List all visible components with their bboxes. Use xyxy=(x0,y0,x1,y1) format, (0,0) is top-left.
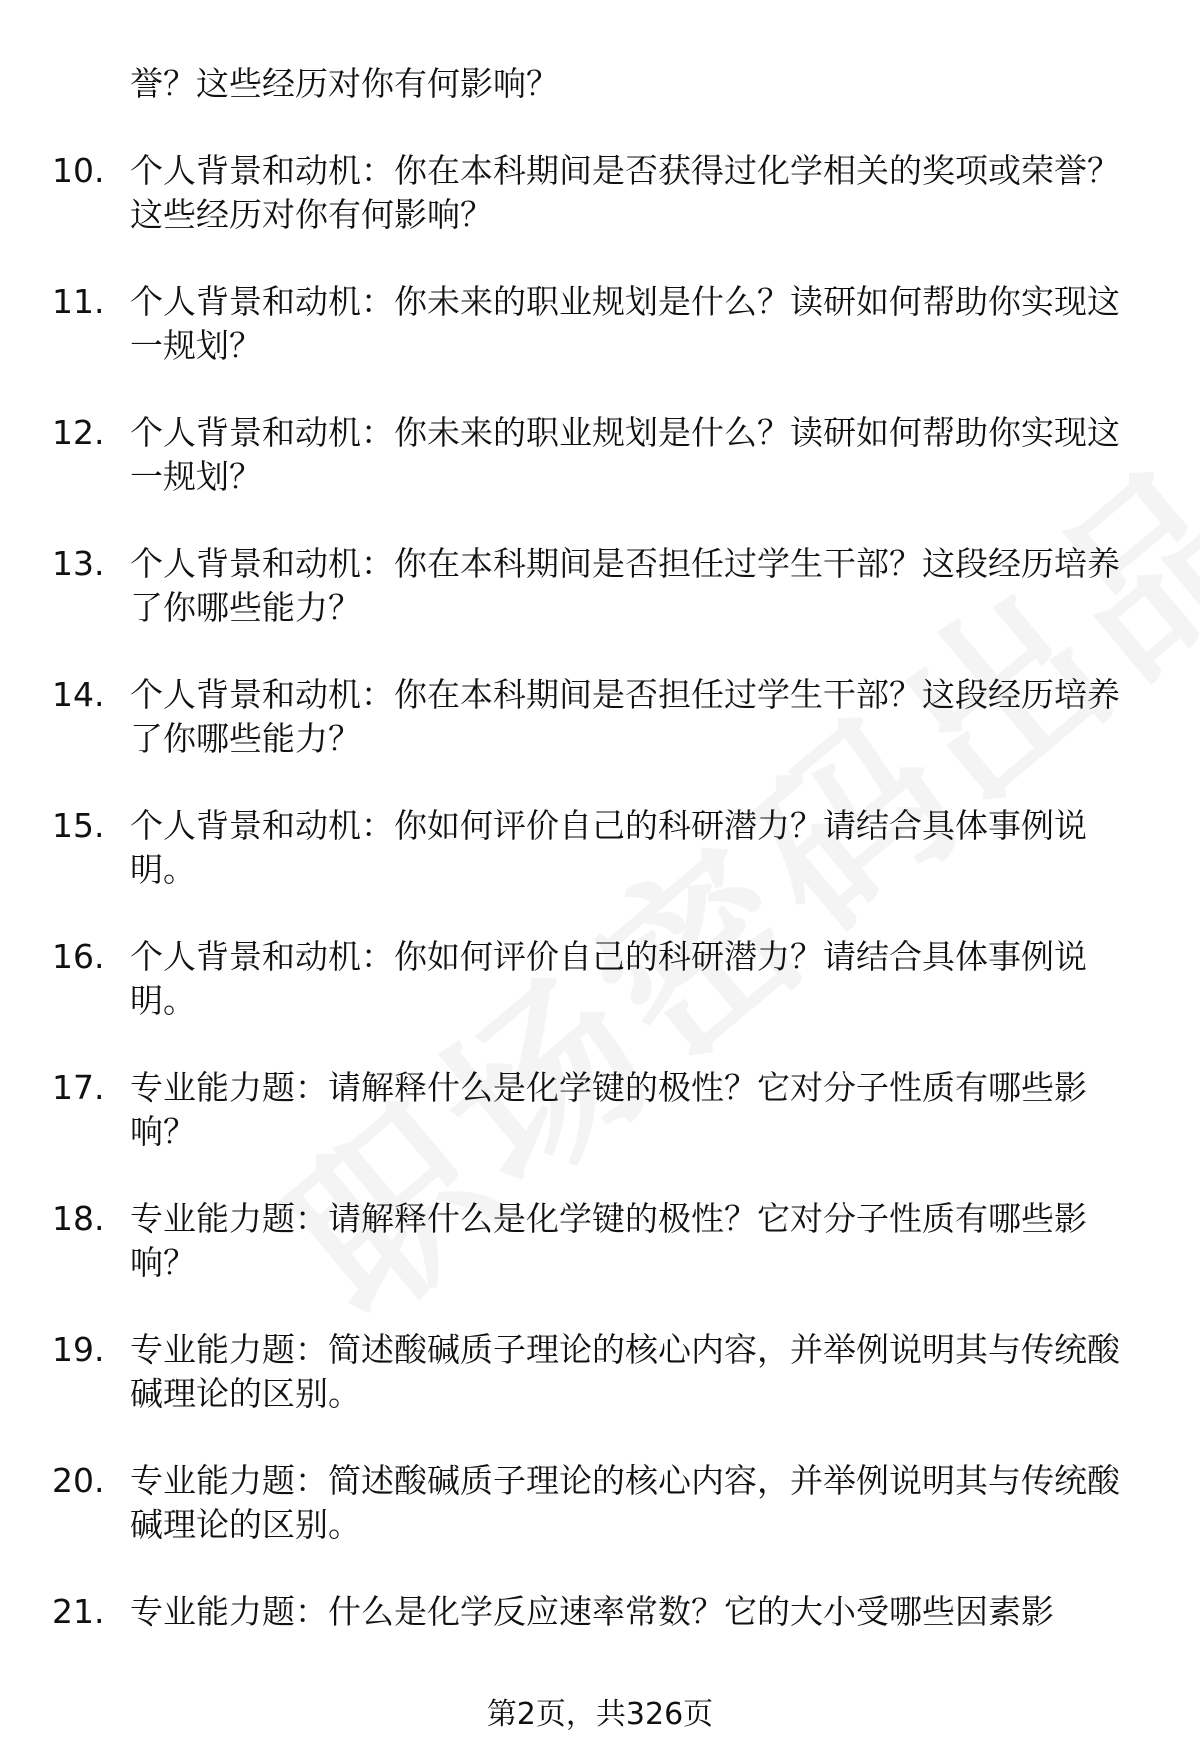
item-text: 个人背景和动机：你在本科期间是否获得过化学相关的奖项或荣誉？这些经历对你有何影响？ xyxy=(130,151,1120,234)
item-text: 个人背景和动机：你未来的职业规划是什么？读研如何帮助你实现这一规划？ xyxy=(130,282,1120,365)
list-item xyxy=(0,1328,1200,1416)
item-number: 13. xyxy=(52,544,105,583)
item-text: 专业能力题：请解释什么是化学键的极性？它对分子性质有哪些影响？ xyxy=(130,1068,1087,1151)
list-item xyxy=(0,935,1200,1023)
item-number: 12. xyxy=(52,413,105,452)
item-number: 15. xyxy=(52,806,105,845)
list-item xyxy=(0,1459,1200,1547)
list-item xyxy=(0,1197,1200,1285)
list-item xyxy=(0,1590,1200,1634)
item-text: 个人背景和动机：你未来的职业规划是什么？读研如何帮助你实现这一规划？ xyxy=(130,413,1120,496)
page-footer: 第2页，共326页 xyxy=(486,1697,714,1732)
item-number: 18. xyxy=(52,1199,105,1238)
item-number: 19. xyxy=(52,1330,105,1369)
list-item xyxy=(0,542,1200,630)
item-number: 11. xyxy=(52,282,105,321)
list-item xyxy=(0,673,1200,761)
item-text: 个人背景和动机：你如何评价自己的科研潜力？请结合具体事例说明。 xyxy=(130,937,1087,1020)
item-text: 个人背景和动机：你在本科期间是否担任过学生干部？这段经历培养了你哪些能力？ xyxy=(130,544,1120,627)
list-item xyxy=(0,1066,1200,1154)
item-number: 21. xyxy=(52,1592,105,1631)
item-text: 个人背景和动机：你在本科期间是否担任过学生干部？这段经历培养了你哪些能力？ xyxy=(130,675,1120,758)
question-list xyxy=(0,62,1200,1677)
item-number: 10. xyxy=(52,151,105,190)
list-item xyxy=(0,280,1200,368)
list-item xyxy=(0,411,1200,499)
item-text: 个人背景和动机：你如何评价自己的科研潜力？请结合具体事例说明。 xyxy=(130,806,1087,889)
continuation-text: 誉？这些经历对你有何影响？ xyxy=(130,64,559,103)
item-text: 专业能力题：简述酸碱质子理论的核心内容，并举例说明其与传统酸碱理论的区别。 xyxy=(130,1330,1120,1413)
list-item xyxy=(0,149,1200,237)
item-number: 14. xyxy=(52,675,105,714)
item-text: 专业能力题：请解释什么是化学键的极性？它对分子性质有哪些影响？ xyxy=(130,1199,1087,1282)
list-item xyxy=(0,804,1200,892)
item-text: 专业能力题：什么是化学反应速率常数？它的大小受哪些因素影 xyxy=(130,1592,1054,1631)
item-number: 20. xyxy=(52,1461,105,1500)
item-number: 16. xyxy=(52,937,105,976)
item-number: 17. xyxy=(52,1068,105,1107)
item-text: 专业能力题：简述酸碱质子理论的核心内容，并举例说明其与传统酸碱理论的区别。 xyxy=(130,1461,1120,1544)
